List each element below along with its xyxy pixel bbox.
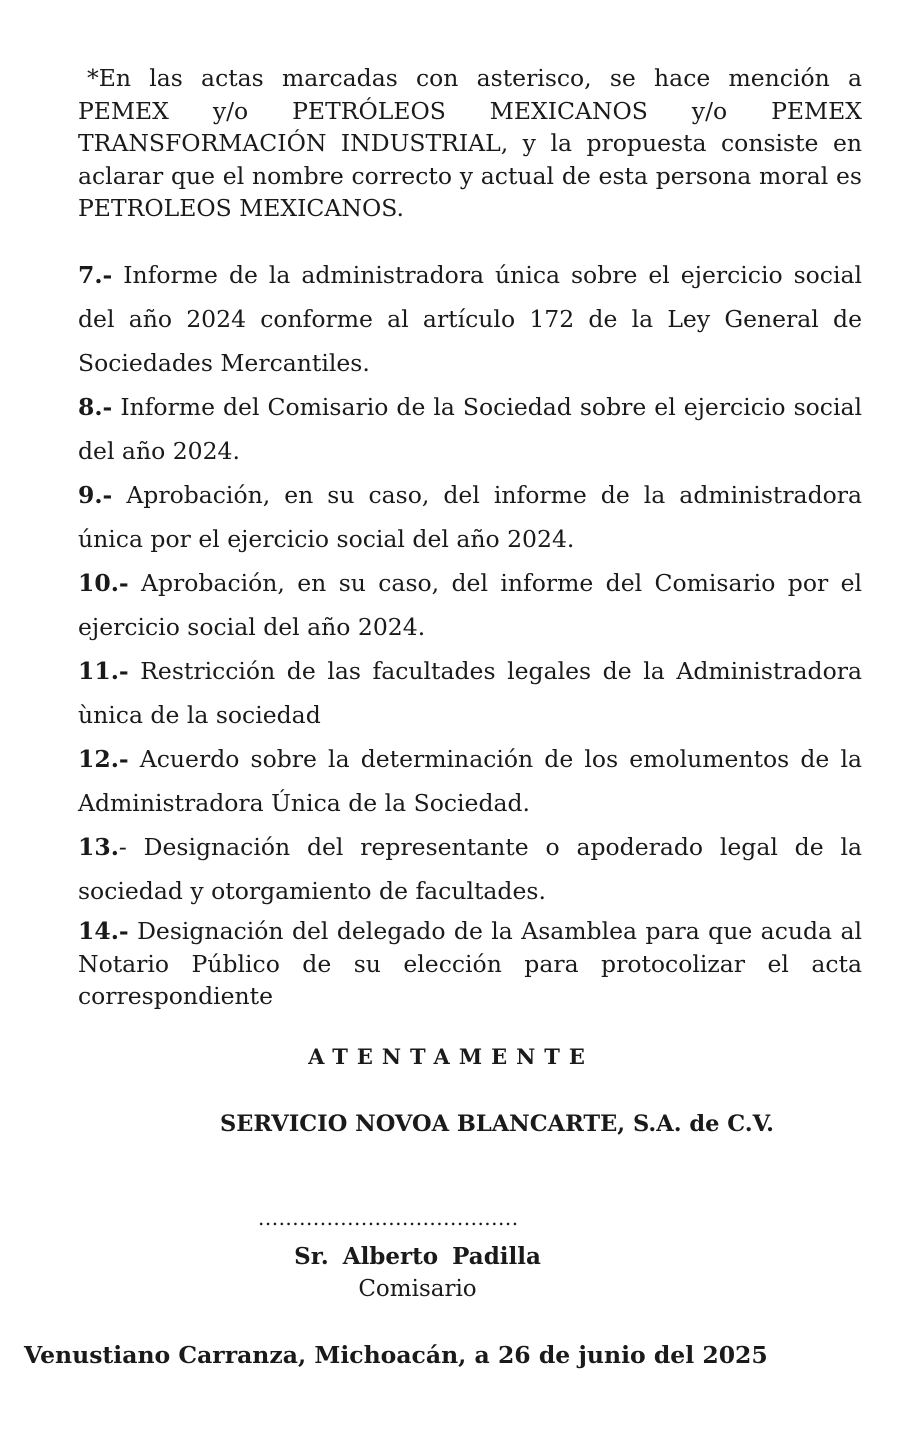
place-and-date: Venustiano Carranza, Michoacán, a 26 de junio del 2025 — [24, 1341, 768, 1369]
agenda-item-9 — [78, 473, 862, 561]
closing-salutation: ATENTAMENTE — [308, 1044, 594, 1069]
agenda-item-14 — [78, 915, 862, 1013]
agenda-item-number: 10.- — [78, 569, 129, 597]
agenda-item-number: 13. — [78, 833, 119, 861]
agenda-item-12 — [78, 737, 862, 825]
agenda-item-text: Acuerdo sobre la determinación de los emolumentos de la Administradora Única de la Sociedad. — [78, 745, 862, 817]
agenda-item-11 — [78, 649, 862, 737]
agenda-item-number: 11.- — [78, 657, 129, 685]
agenda-item-7 — [78, 253, 862, 385]
agenda-item-number: 7.- — [78, 261, 113, 289]
agenda-item-text: Aprobación, en su caso, del informe de la administradora única por el ejercicio social del año 2024. — [78, 481, 862, 553]
agenda-item-number: 8.- — [78, 393, 113, 421]
agenda-item-text: Informe del Comisario de la Sociedad sobre el ejercicio social del año 2024. — [78, 393, 862, 465]
company-name: SERVICIO NOVOA BLANCARTE, S.A. de C.V. — [220, 1111, 774, 1137]
agenda-item-10 — [78, 561, 862, 649]
agenda-item-number: 12.- — [78, 745, 129, 773]
agenda-list — [78, 253, 862, 1013]
agenda-item-text: - Designación del representante o apoderado legal de la sociedad y otorgamiento de facultades. — [78, 833, 862, 905]
signature-line: ...................................... — [258, 1206, 519, 1230]
agenda-item-13 — [78, 825, 862, 913]
signer-role: Comisario — [358, 1276, 477, 1302]
agenda-item-text: Restricción de las facultades legales de la Administradora ùnica de la sociedad — [78, 657, 862, 729]
agenda-item-text: Designación del delegado de la Asamblea para que acuda al Notario Público de su elección para protocolizar el acta correspondiente — [78, 917, 862, 1010]
agenda-item-text: Informe de la administradora única sobre el ejercicio social del año 2024 conforme al artículo 172 de la Ley General de Sociedades Mercantiles. — [78, 261, 862, 377]
signer-name: Sr. Alberto Padilla — [294, 1243, 541, 1270]
agenda-item-number: 14.- — [78, 917, 129, 945]
asterisk-note-text: *En las actas marcadas con asterisco, se hace mención a PEMEX y/o PETRÓLEOS MEXICANOS y/o PEMEX TRANSFORMACIÓN INDUSTRIAL, y la propuesta consiste en aclarar que el nombre correcto y actual de esta persona moral es PETROLEOS MEXICANOS. — [78, 64, 862, 222]
agenda-item-number: 9.- — [78, 481, 113, 509]
agenda-item-text: Aprobación, en su caso, del informe del Comisario por el ejercicio social del año 2024. — [78, 569, 862, 641]
agenda-item-8 — [78, 385, 862, 473]
asterisk-note — [78, 62, 862, 225]
